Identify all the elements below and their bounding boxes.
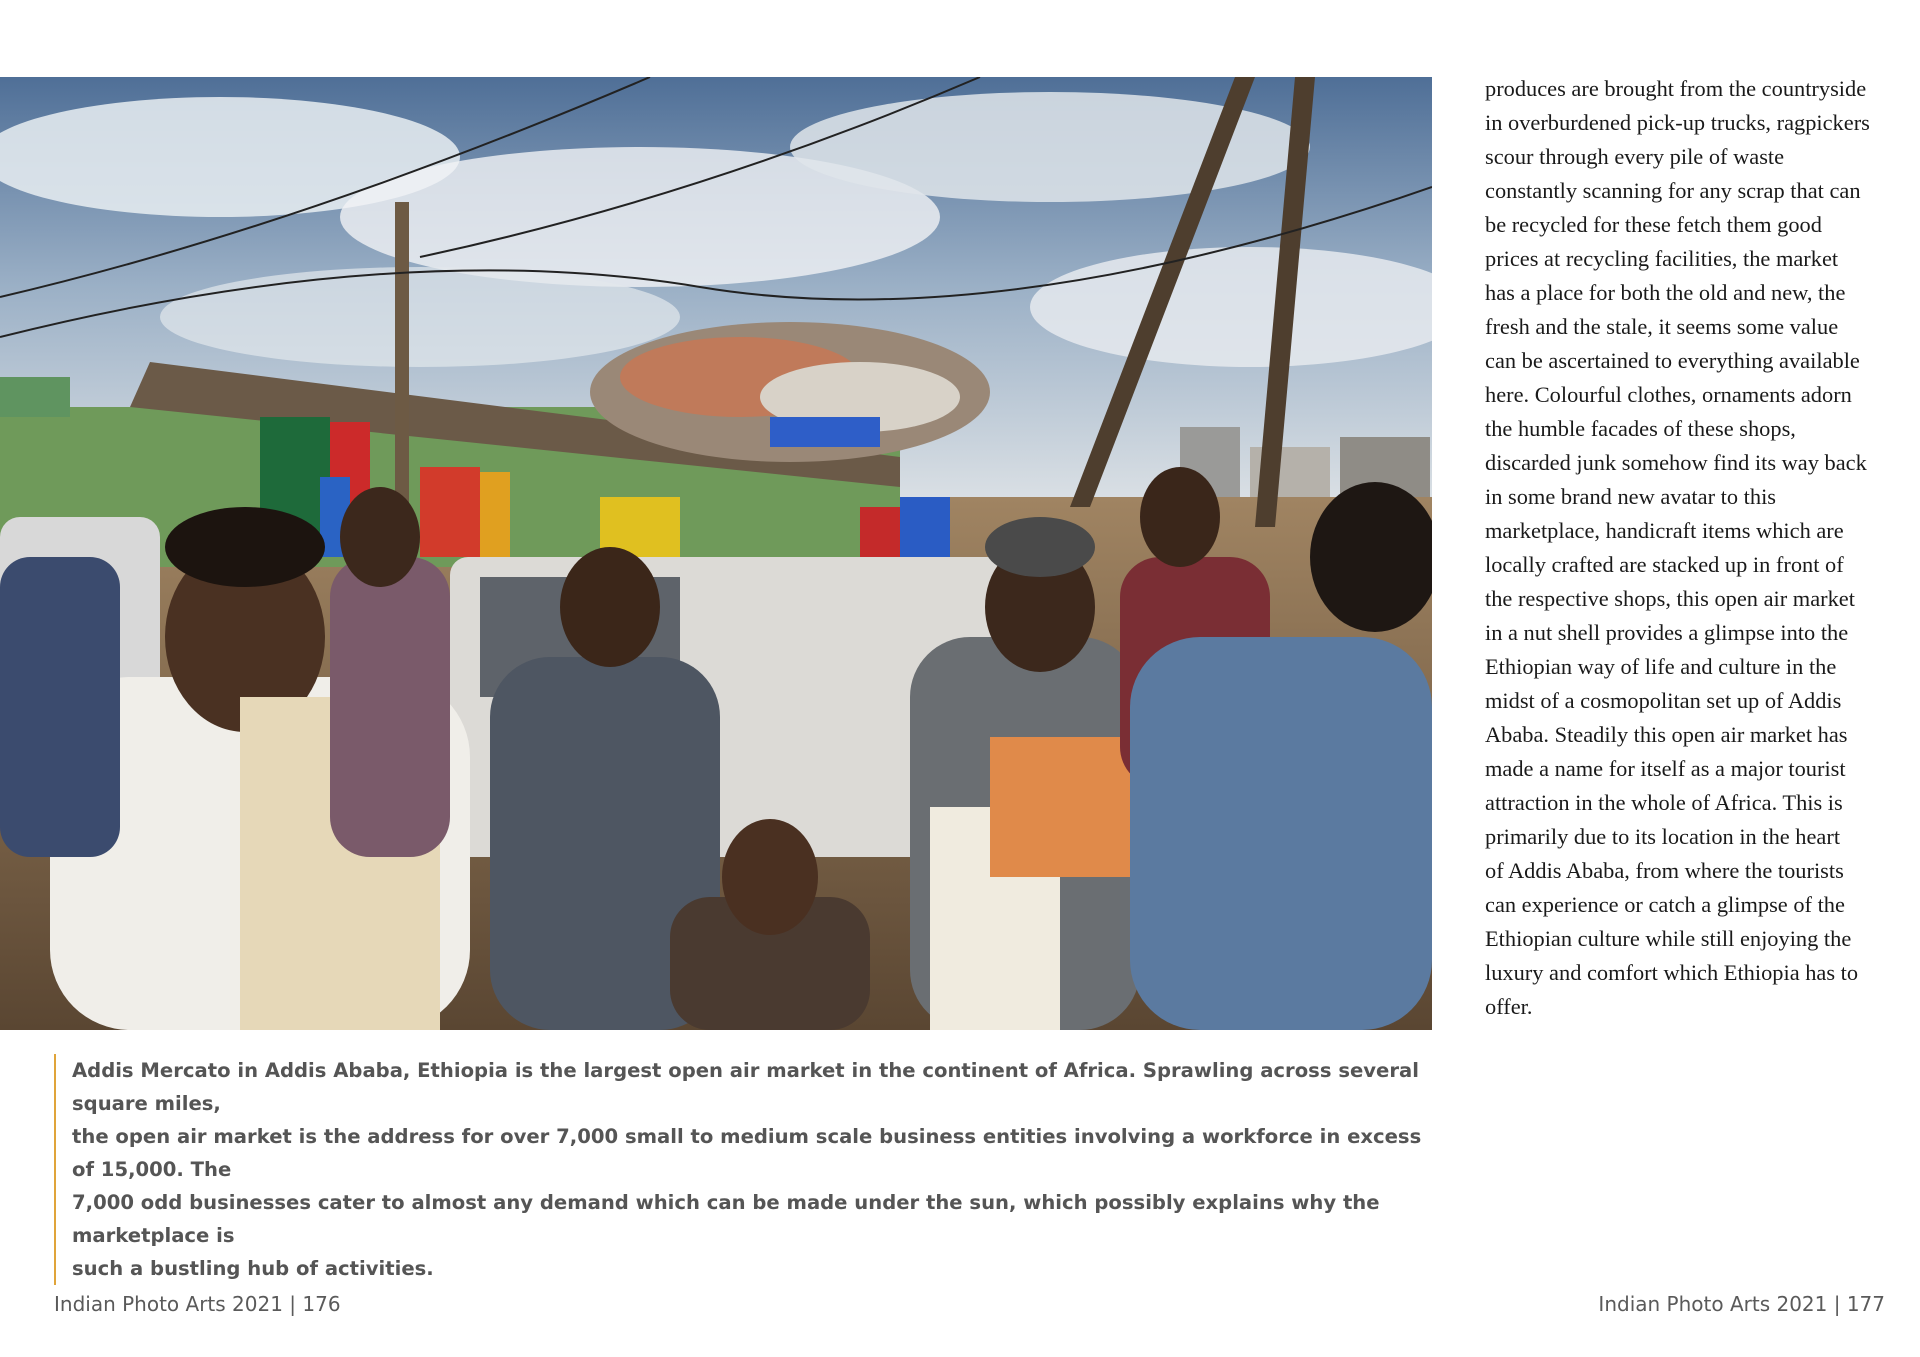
article-body-text: produces are brought from the countryside in overburdened pick-up trucks, ragpickers scour through every pile of waste constantly scanning for any scrap that can be recycled for these fetch them good prices at recycling facilities, the market has a place for both the old and new, the fresh and the stale, it seems some value can be ascertained to everything available here. Colourful clothes, ornaments adorn the humble facades of these shops, discarded junk somehow find its way back in some brand new avatar to this marketplace, handicraft items which are locally crafted are stacked up in front of the respective shops, this open air market in a nut shell provides a glimpse into the Ethiopian way of life and culture in the midst of a cosmopolitan set up of Addis Ababa. Steadily this open air market has made a name for itself as a major tourist attraction in the whole of Africa. This is primarily due to its location in the heart of Addis Ababa, from where the tourists can experience or catch a glimpse of the Ethiopian culture while still enjoying the luxury and comfort which Ethiopia has to offer. [1485, 76, 1870, 1019]
page-footer-left: Indian Photo Arts 2021 | 176 [54, 1292, 341, 1316]
photo-caption-text: Addis Mercato in Addis Ababa, Ethiopia is the largest open air market in the continent of Africa. Sprawling across several square miles, the open air market is the address for over 7,000 small to medium scale business entities involving a workforce in excess of 15,000. The 7,000 odd businesses cater to almost any demand which can be made under the sun, which possibly explains why the marketplace is such a bustling hub of activities. [72, 1059, 1422, 1280]
photo-caption [54, 1054, 1450, 1285]
market-crowd-photo [0, 77, 1432, 1030]
market-crowd-photo-icon [0, 77, 1432, 1030]
page-footer-right: Indian Photo Arts 2021 | 177 [1598, 1292, 1885, 1316]
